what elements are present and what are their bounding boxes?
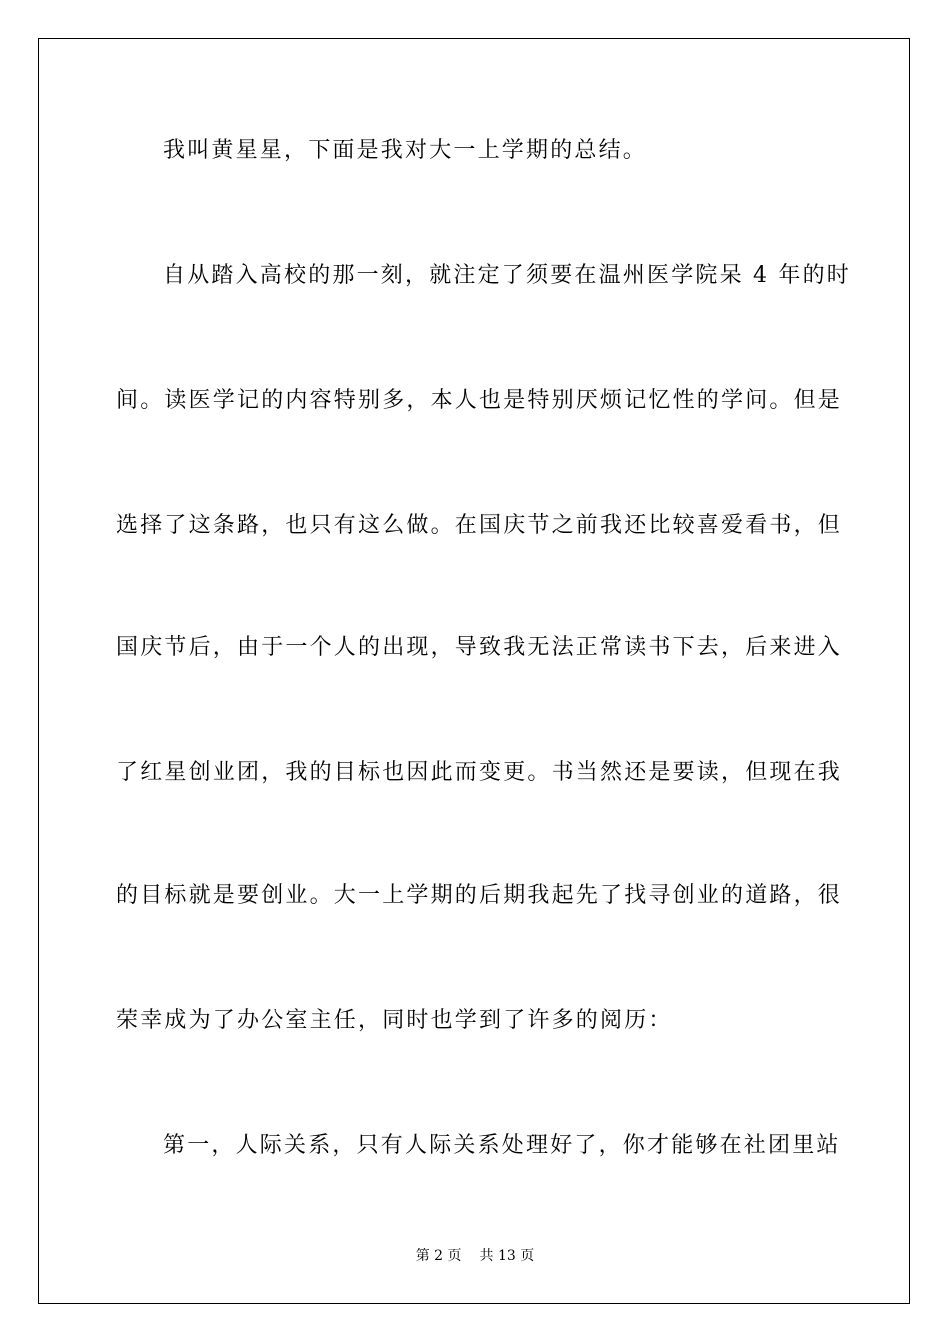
paragraph-line-7: 的目标就是要创业。大一上学期的后期我起先了找寻创业的道路，很 bbox=[116, 883, 843, 908]
paragraph-line-4: 选择了这条路，也只有这么做。在国庆节之前我还比较喜爱看书，但 bbox=[116, 513, 843, 538]
page-border bbox=[38, 38, 910, 1304]
paragraph-line-2: 自从踏入高校的那一刻，就注定了须要在温州医学院呆 4 年的时 bbox=[163, 263, 851, 288]
total-pages: 共 13 页 bbox=[479, 1248, 535, 1264]
paragraph-line-6: 了红星创业团，我的目标也因此而变更。书当然还是要读，但现在我 bbox=[116, 760, 843, 785]
paragraph-line-5: 国庆节后，由于一个人的出现，导致我无法正常读书下去，后来进入 bbox=[116, 635, 843, 660]
paragraph-line-3: 间。读医学记的内容特别多，本人也是特别厌烦记忆性的学问。但是 bbox=[116, 388, 843, 413]
paragraph-line-9: 第一，人际关系，只有人际关系处理好了，你才能够在社团里站 bbox=[163, 1133, 841, 1158]
page-number: 第 2 页 bbox=[415, 1248, 462, 1264]
page-footer bbox=[0, 1246, 950, 1266]
paragraph-line-1: 我叫黄星星，下面是我对大一上学期的总结。 bbox=[163, 138, 648, 163]
paragraph-line-8: 荣幸成为了办公室主任，同时也学到了许多的阅历： bbox=[116, 1008, 673, 1033]
